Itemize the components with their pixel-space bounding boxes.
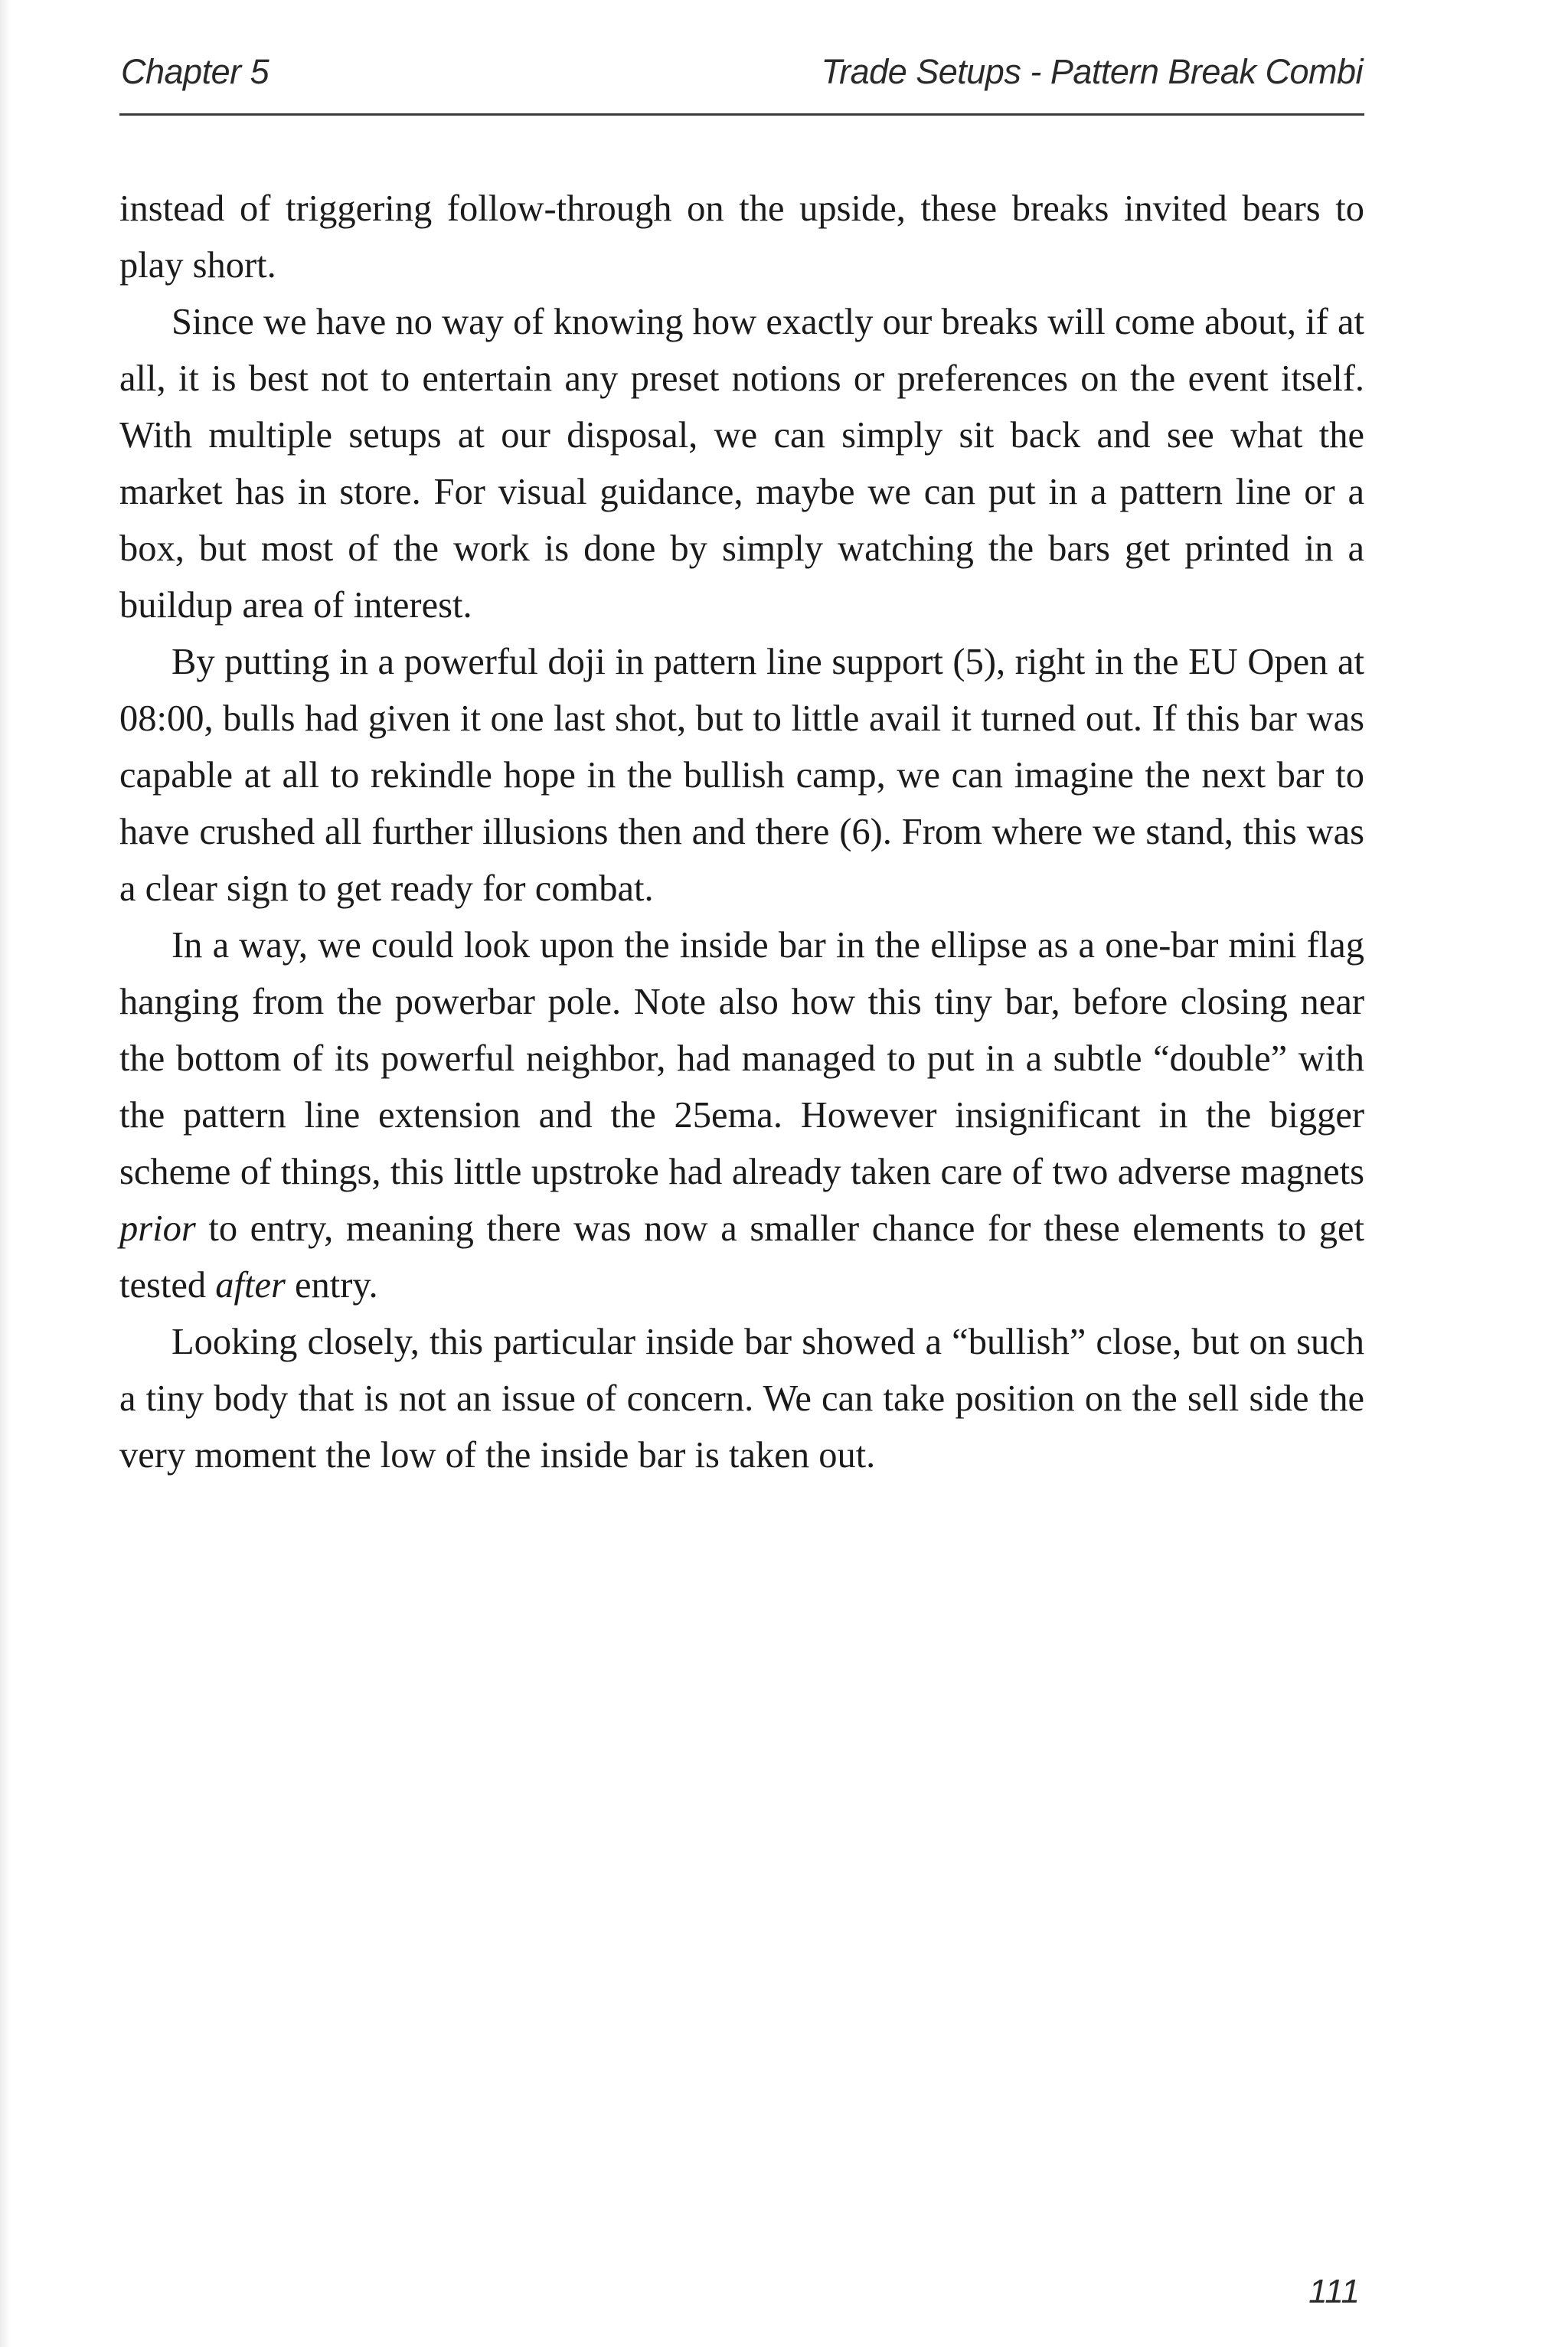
emphasis-prior: prior: [119, 1208, 196, 1249]
paragraph-4: [119, 917, 1364, 1314]
section-title: Trade Setups - Pattern Break Combi: [821, 52, 1363, 91]
body-text: [119, 181, 1364, 1484]
paragraph-1: instead of triggering follow-through on the upside, these breaks invited bears to play short.: [119, 188, 1364, 286]
emphasis-after: after: [215, 1265, 286, 1306]
paragraph-3: By putting in a powerful doji in pattern line support (5), right in the EU Open at 08:00, bulls had given it one last shot, but to little avail it turned out. If this bar was capable at all to rekindle hope in the bullish camp, we can imagine the next bar to have crushed all further illusions then and there (6). From where we stand, this was a clear sign to get ready for combat.: [119, 642, 1364, 909]
paragraph-2: Since we have no way of knowing how exactly our breaks will come about, if at all, it is best not to entertain any preset notions or preferences on the event itself. With multiple setups at our disposal, we can simply sit back and see what the market has in store. For visual guidance, maybe we can put in a pattern line or a box, but most of the work is done by simply watching the bars get printed in a buildup area of interest.: [119, 302, 1364, 626]
page-gutter-shadow: [0, 0, 11, 2347]
chapter-label: Chapter 5: [121, 52, 270, 91]
header-rule: [119, 113, 1364, 116]
page-number: 111: [1308, 2273, 1360, 2310]
paragraph-4-text-c: entry.: [285, 1265, 378, 1306]
running-head: [121, 52, 1363, 106]
paragraph-5: Looking closely, this particular inside bar showed a “bullish” close, but on such a tiny body that is not an issue of concern. We can take position on the sell side the very moment the low of the inside bar is taken out.: [119, 1322, 1364, 1476]
paragraph-4-text-b: to entry, meaning there was now a smaller chance for these elements to get tested: [119, 1208, 1364, 1306]
paragraph-4-text-a: In a way, we could look upon the inside bar in the ellipse as a one-bar mini flag hanging from the powerbar pole. Note also how this tiny bar, before closing near the bottom of its powerful neighbor, had managed to put in a subtle “double” with the pattern line extension and the 25ema. However insignificant in the bigger scheme of things, this little upstroke had already taken care of two adverse magnets: [119, 925, 1364, 1192]
